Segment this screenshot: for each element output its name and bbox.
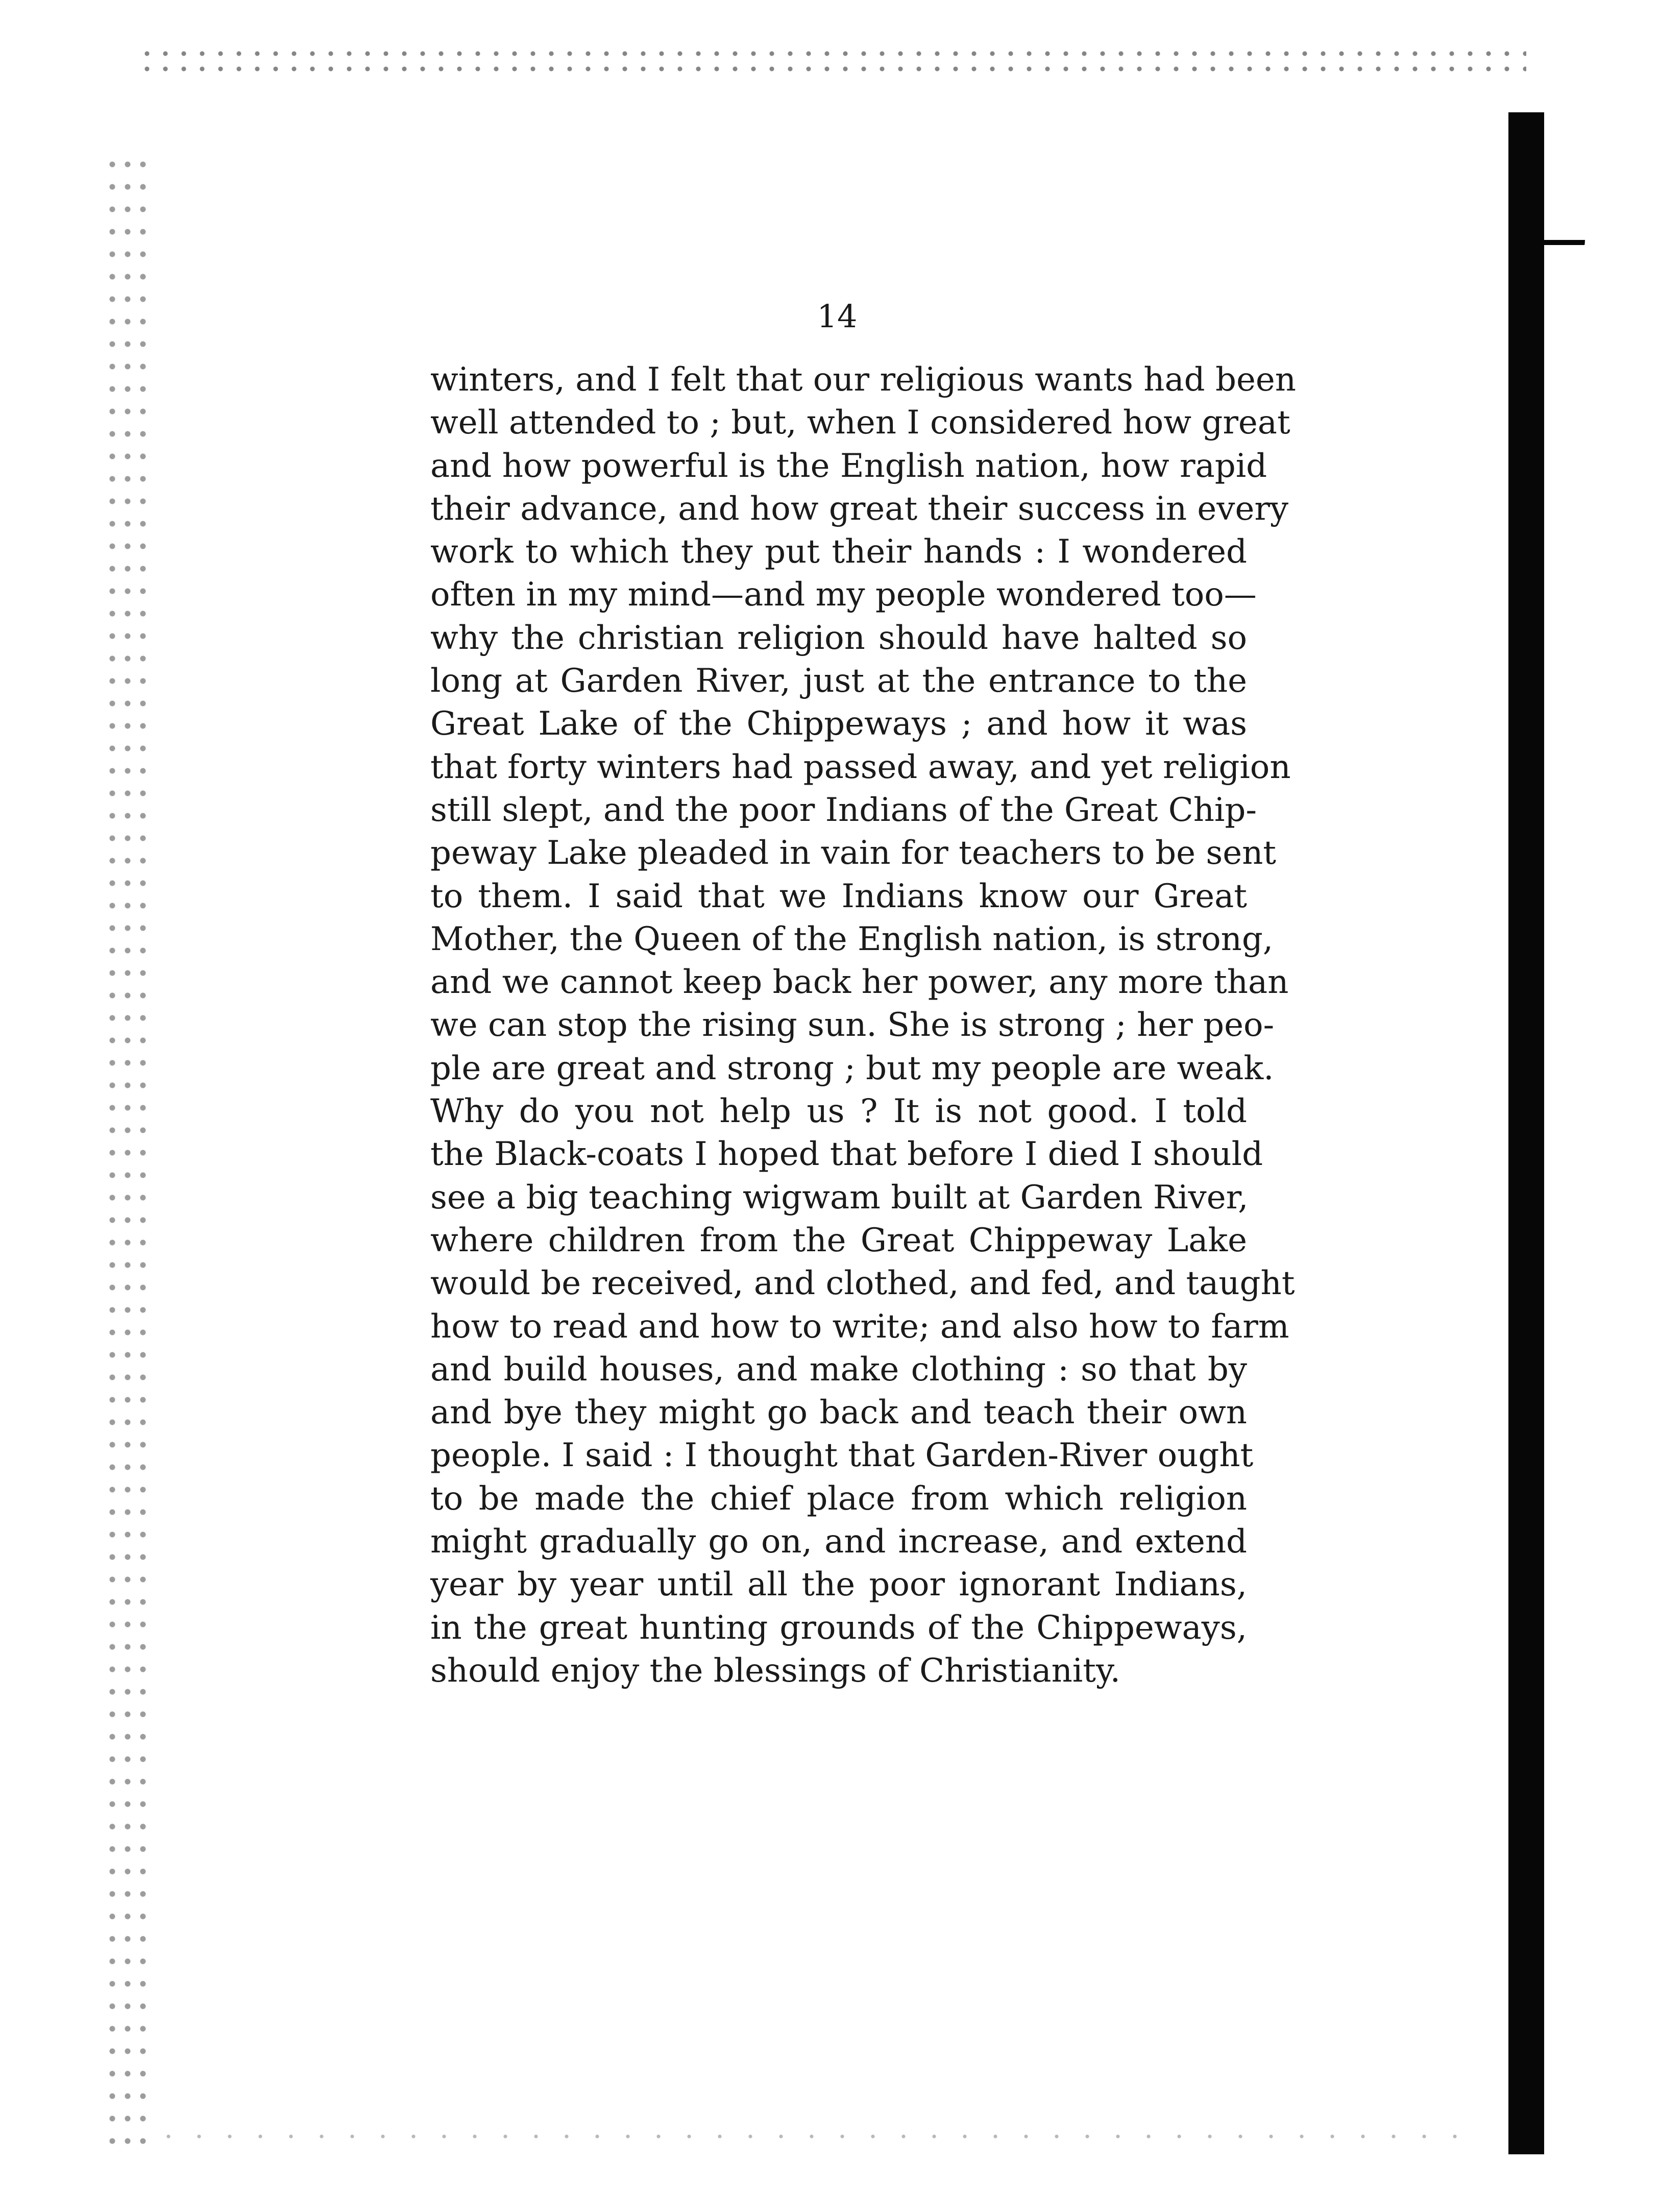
text-line: people. I said : I thought that Garden-River ought xyxy=(430,1437,1254,1475)
page-number: 14 xyxy=(817,298,858,335)
text-line: would be received, and clothed, and fed, and taught xyxy=(430,1265,1295,1303)
text-line: that forty winters had passed away, and yet religion xyxy=(430,748,1291,786)
bottom-scan-noise xyxy=(153,2131,1480,2142)
text-line: and build houses, and make clothing : so that by xyxy=(430,1350,1247,1389)
text-line: work to which they put their hands : I wondered xyxy=(430,533,1247,571)
text-line: should enjoy the blessings of Christianity. xyxy=(430,1651,1120,1690)
text-line: see a big teaching wigwam built at Garden River, xyxy=(430,1178,1249,1217)
text-line: where children from the Great Chippeway Lake xyxy=(430,1221,1247,1259)
text-line: winters, and I felt that our religious wants had been xyxy=(430,361,1296,399)
text-line: to be made the chief place from which religion xyxy=(430,1479,1247,1518)
text-line: Why do you not help us ? It is not good. I told xyxy=(430,1092,1247,1131)
left-scan-noise xyxy=(105,153,151,2144)
text-line: to them. I said that we Indians know our Great xyxy=(430,877,1247,915)
top-scan-noise xyxy=(138,46,1526,82)
text-line: and we cannot keep back her power, any more than xyxy=(430,963,1289,1002)
text-line: and how powerful is the English nation, how rapid xyxy=(430,447,1267,485)
text-line: Great Lake of the Chippeways ; and how it was xyxy=(430,705,1247,743)
text-line: might gradually go on, and increase, and extend xyxy=(430,1523,1247,1561)
body-paragraph xyxy=(430,358,1296,1692)
text-line: long at Garden River, just at the entrance to the xyxy=(430,662,1247,700)
text-line: year by year until all the poor ignorant Indians, xyxy=(430,1566,1247,1604)
text-line: peway Lake pleaded in vain for teachers to be sent xyxy=(430,834,1276,872)
text-line: well attended to ; but, when I considered how great xyxy=(430,404,1290,442)
text-line: their advance, and how great their success in every xyxy=(430,490,1289,528)
text-line: often in my mind—and my people wondered too— xyxy=(430,576,1257,614)
text-line: in the great hunting grounds of the Chippeways, xyxy=(430,1609,1247,1647)
text-line: and bye they might go back and teach their own xyxy=(430,1394,1247,1432)
text-line: why the christian religion should have halted so xyxy=(430,619,1247,657)
text-line: still slept, and the poor Indians of the Great Chip- xyxy=(430,791,1257,829)
text-line: Mother, the Queen of the English nation, is strong, xyxy=(430,920,1274,958)
text-line: the Black-coats I hoped that before I died I should xyxy=(430,1135,1263,1174)
text-line: we can stop the rising sun. She is strong ; her peo- xyxy=(430,1006,1275,1044)
text-line: ple are great and strong ; but my people are weak. xyxy=(430,1049,1274,1087)
text-line: how to read and how to write; and also how to farm xyxy=(430,1307,1289,1346)
binding-shadow xyxy=(1508,112,1544,2154)
binding-tear xyxy=(1529,240,1585,271)
